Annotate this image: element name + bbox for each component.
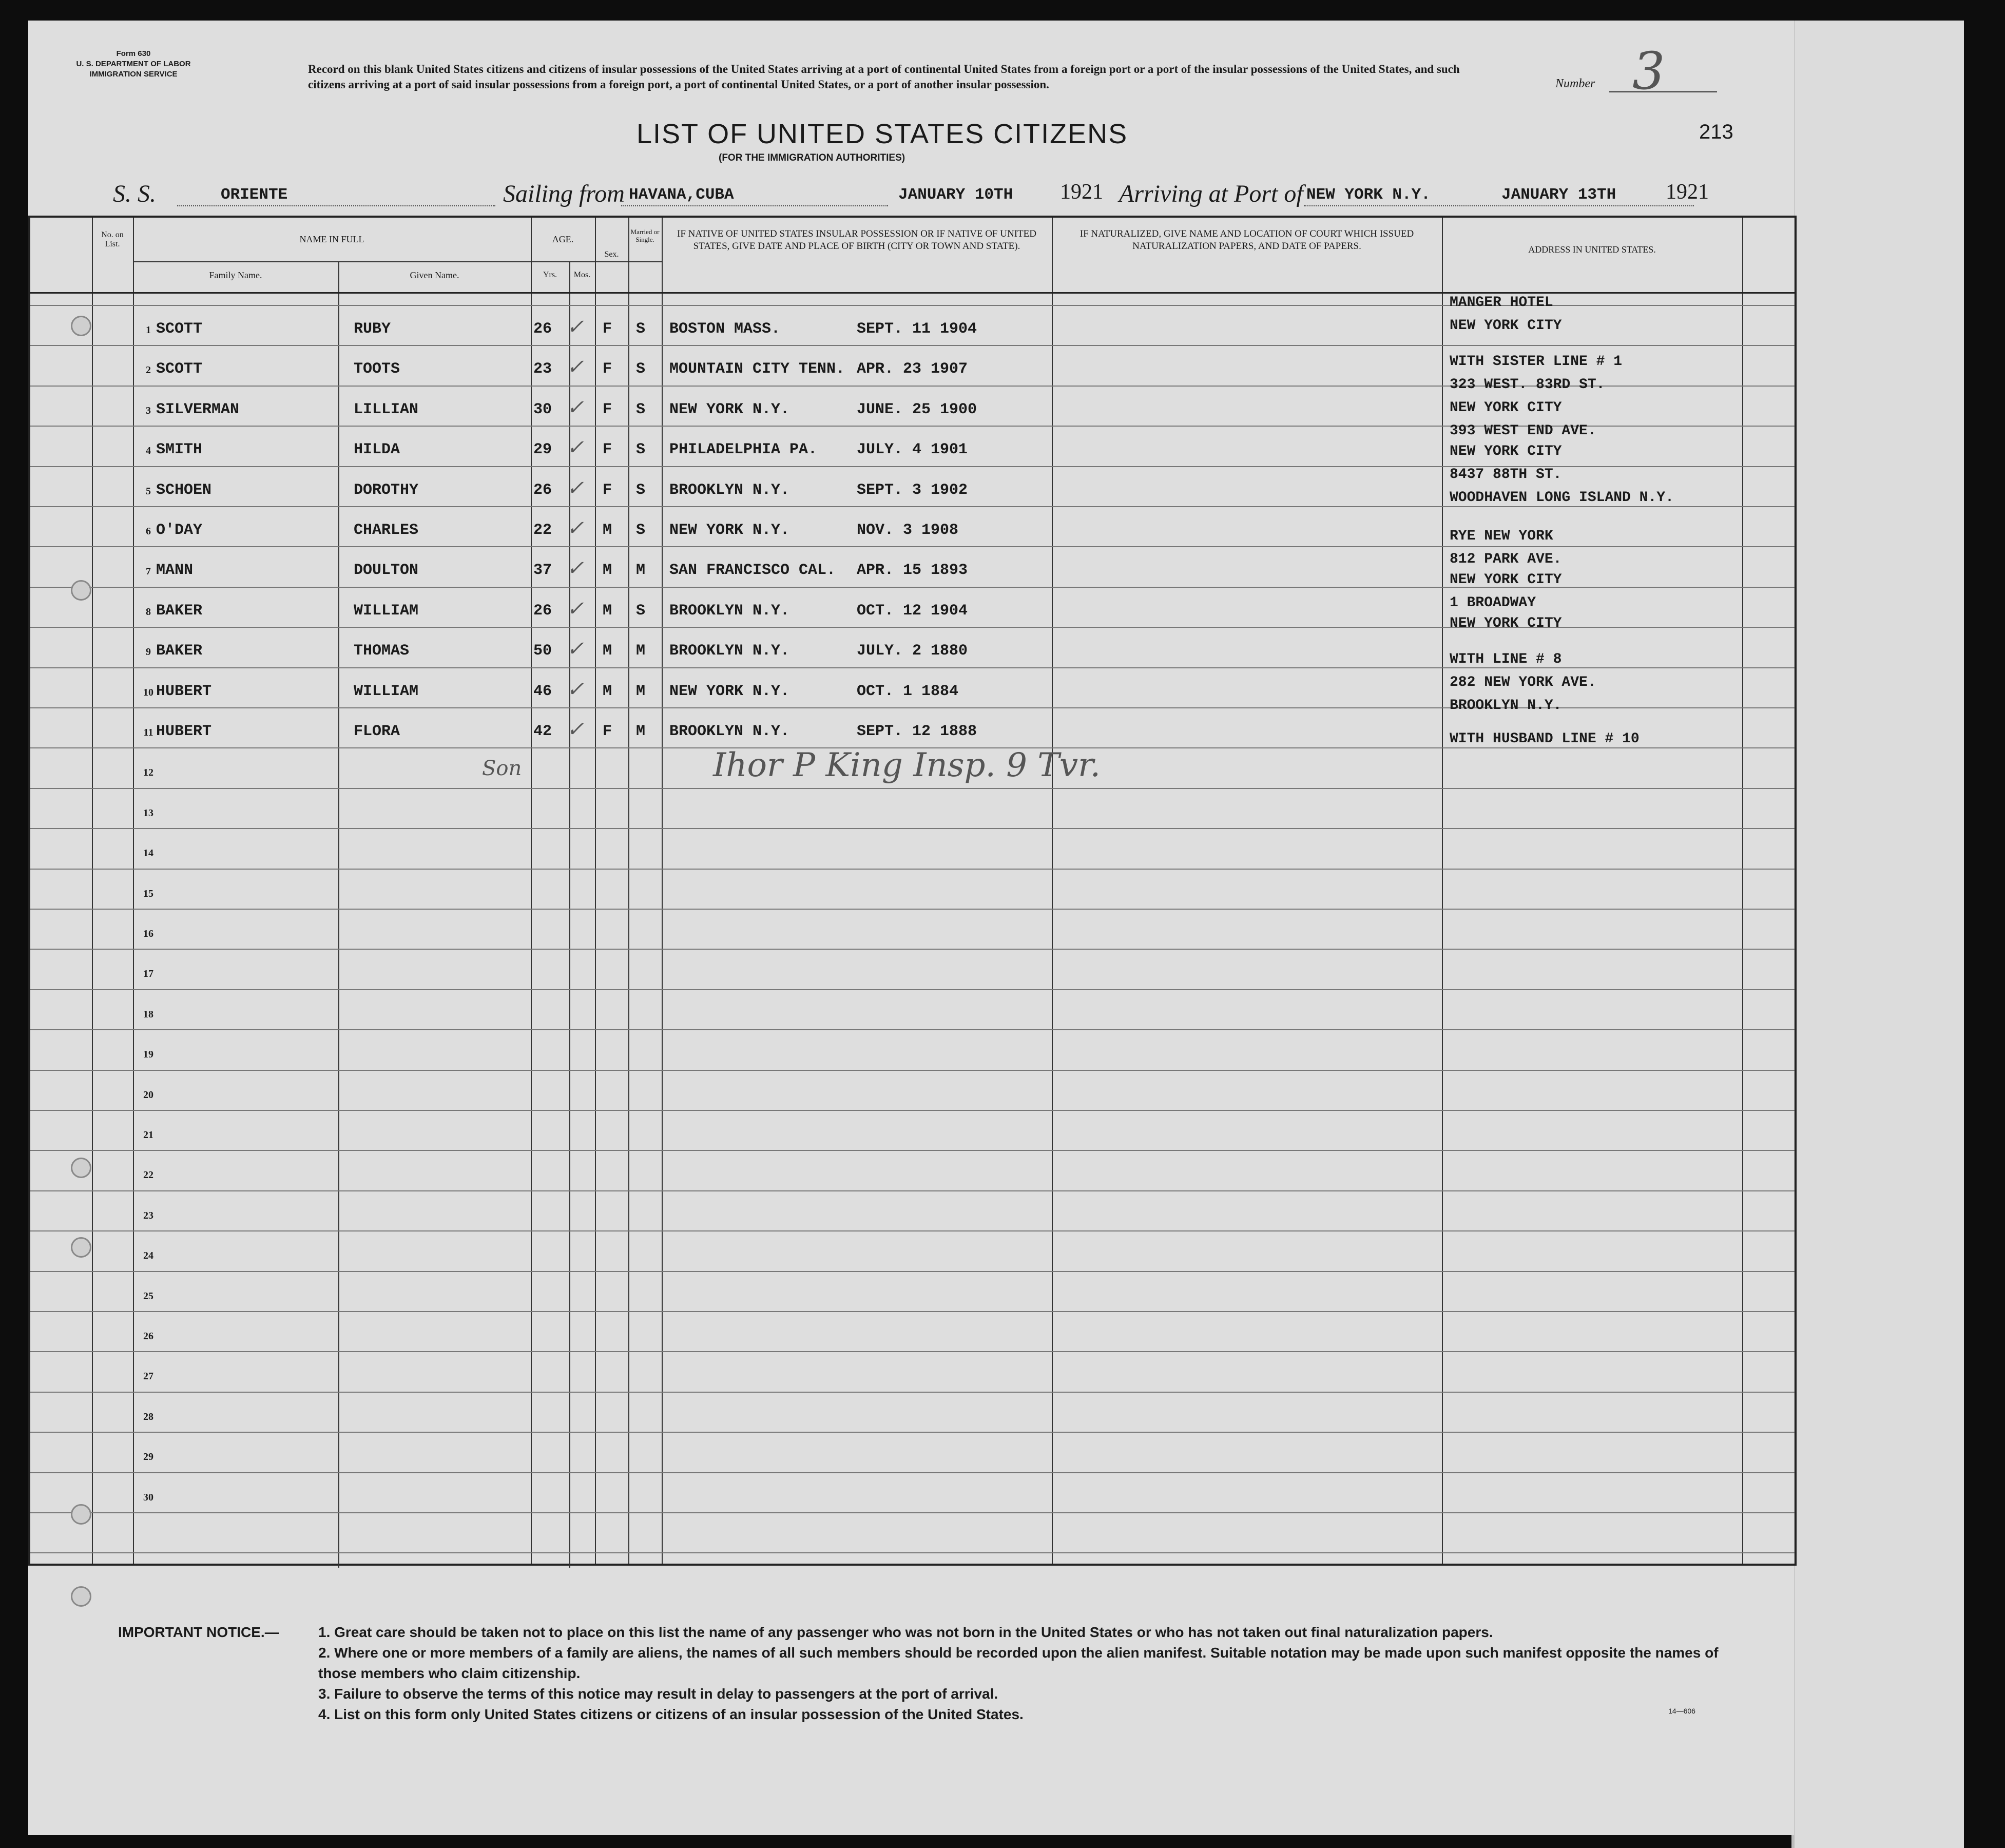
row-number: 18 <box>143 1008 153 1020</box>
address-line: 393 WEST END AVE. <box>1450 423 1596 439</box>
given-name: WILLIAM <box>354 602 419 620</box>
age-years: 50 <box>533 642 552 660</box>
page-number: 213 <box>1699 121 1733 143</box>
address-line: 8437 88TH ST. <box>1450 467 1562 483</box>
row-number: 14 <box>143 848 153 859</box>
col-divider <box>1052 218 1053 1564</box>
row-number: 8 <box>146 606 151 618</box>
marital-status: S <box>636 602 646 620</box>
ship-name: ORIENTE <box>221 186 288 204</box>
row-number: 5 <box>146 485 151 497</box>
sex: F <box>603 360 612 378</box>
manifest-table <box>28 216 1797 1566</box>
address-line: BROOKLYN N.Y. <box>1450 698 1562 714</box>
marital-status: S <box>636 481 646 499</box>
service-name: IMMIGRATION SERVICE <box>89 70 178 79</box>
col-divider <box>531 218 532 1564</box>
port-underline <box>1304 205 1694 206</box>
sailing-label: Sailing from <box>503 180 625 207</box>
sex: F <box>603 481 612 499</box>
address-line: 282 NEW YORK AVE. <box>1450 675 1596 690</box>
check-mark-icon: ✓ <box>567 677 584 701</box>
given-name: DOROTHY <box>354 481 419 499</box>
birth-place: BROOKLYN N.Y. <box>669 642 790 660</box>
row-number: 6 <box>146 526 151 537</box>
age-years: 26 <box>533 481 552 499</box>
sail-date: JANUARY 10TH <box>898 186 1013 204</box>
sex: M <box>603 642 612 660</box>
row-number: 26 <box>143 1331 153 1342</box>
punch-hole <box>71 1504 91 1525</box>
col-divider <box>595 218 596 1564</box>
header-address: ADDRESS IN UNITED STATES. <box>1528 244 1656 255</box>
notice-heading: IMPORTANT NOTICE.— <box>118 1624 279 1640</box>
address-line: WITH SISTER LINE # 1 <box>1450 354 1623 370</box>
birth-date: JULY. 4 1901 <box>857 441 968 459</box>
row-number: 3 <box>146 405 151 416</box>
header-family-name: Family Name. <box>209 270 262 280</box>
row-number: 22 <box>143 1169 153 1181</box>
sailing-from: HAVANA,CUBA <box>629 186 734 204</box>
birth-date: SEPT. 11 1904 <box>857 320 977 338</box>
header-no: No. on List. <box>101 230 124 248</box>
age-years: 29 <box>533 441 552 459</box>
row-rule <box>30 1512 1795 1513</box>
header-age: AGE. <box>552 234 574 244</box>
row-number: 17 <box>143 968 153 980</box>
row-number: 16 <box>143 928 153 939</box>
address-line: NEW YORK CITY <box>1450 572 1562 588</box>
birth-date: SEPT. 3 1902 <box>857 481 968 499</box>
from-underline <box>621 205 888 206</box>
address-line: MANGER HOTEL <box>1450 295 1553 311</box>
given-name: DOULTON <box>354 562 419 580</box>
check-mark-icon: ✓ <box>567 355 584 379</box>
record-instructions: Record on this blank United States citizens and citizens of insular possessions of the United States arriving at a port of continental United States from a foreign port or a port of the insular possessions of the United States, and such citizens arriving at a port of said insular possessions from a foreign port, a port of continental United States, or a port of another insular possession. <box>308 63 1460 91</box>
birth-date: NOV. 3 1908 <box>857 522 959 539</box>
header-bottom <box>30 292 1795 294</box>
address-line: RYE NEW YORK <box>1450 528 1553 544</box>
birth-place: NEW YORK N.Y. <box>669 522 790 539</box>
family-name: SCOTT <box>156 320 203 338</box>
birth-place: PHILADELPHIA PA. <box>669 441 818 459</box>
birth-place: BROOKLYN N.Y. <box>669 481 790 499</box>
arrival-port: NEW YORK N.Y. <box>1306 186 1431 204</box>
punch-hole <box>71 1237 91 1258</box>
row-rule <box>30 1271 1795 1272</box>
row-rule <box>30 828 1795 829</box>
ss-label: S. S. <box>113 180 156 207</box>
sex: M <box>603 522 612 539</box>
row-rule <box>30 1190 1795 1191</box>
check-mark-icon: ✓ <box>567 596 584 621</box>
address-line: 812 PARK AVE. <box>1450 551 1562 567</box>
row-rule <box>30 909 1795 910</box>
marital-status: S <box>636 360 646 378</box>
row-rule <box>30 1392 1795 1393</box>
birth-place: BROOKLYN N.Y. <box>669 602 790 620</box>
marital-status: S <box>636 441 646 459</box>
row-number: 2 <box>146 364 151 376</box>
sex: F <box>603 320 612 338</box>
birth-place: BROOKLYN N.Y. <box>669 723 790 740</box>
birth-date: OCT. 12 1904 <box>857 602 968 620</box>
marital-status: S <box>636 320 646 338</box>
header-divider <box>133 261 662 262</box>
row-rule <box>30 1311 1795 1312</box>
row-number: 24 <box>143 1250 153 1262</box>
birth-place: NEW YORK N.Y. <box>669 682 790 700</box>
ship-underline <box>177 205 495 206</box>
check-mark-icon: ✓ <box>567 476 584 500</box>
family-name: SMITH <box>156 441 203 459</box>
sail-year: 1921 <box>1060 180 1103 204</box>
sex: M <box>603 602 612 620</box>
check-mark-icon: ✓ <box>567 395 584 419</box>
form-number: Form 630 <box>116 49 151 58</box>
form-identifier <box>41 49 226 80</box>
print-code: 14—606 <box>1668 1707 1695 1715</box>
check-mark-icon: ✓ <box>567 516 584 540</box>
row-rule <box>30 869 1795 870</box>
col-divider <box>1742 218 1743 1564</box>
birth-place: NEW YORK N.Y. <box>669 400 790 418</box>
address-line: 1 BROADWAY <box>1450 595 1536 611</box>
family-name: O'DAY <box>156 522 203 539</box>
col-divider <box>338 261 339 1568</box>
punch-hole <box>71 1158 91 1178</box>
col-divider <box>1442 218 1443 1564</box>
arrive-year: 1921 <box>1666 180 1709 204</box>
header-sex: Sex. <box>604 250 619 259</box>
row-rule <box>30 506 1795 507</box>
row-rule <box>30 1110 1795 1111</box>
age-years: 26 <box>533 602 552 620</box>
col-divider <box>92 218 93 1564</box>
row-number: 4 <box>146 445 151 457</box>
birth-date: SEPT. 12 1888 <box>857 723 977 740</box>
row-number: 30 <box>143 1491 153 1503</box>
family-name: BAKER <box>156 602 203 620</box>
row-number: 12 <box>143 767 153 779</box>
row-number: 20 <box>143 1089 153 1101</box>
birth-place: MOUNTAIN CITY TENN. <box>669 360 845 378</box>
row-number: 28 <box>143 1411 153 1422</box>
row-rule <box>30 1552 1795 1553</box>
address-line: WITH LINE # 8 <box>1450 651 1562 667</box>
header-native: IF NATIVE OF UNITED STATES INSULAR POSSESSION OR IF NATIVE OF UNITED STATES, GIVE DATE AND PLACE OF BIRTH (CITY OR TOWN AND STATE). <box>677 228 1036 252</box>
row-rule <box>30 989 1795 990</box>
row-rule <box>30 546 1795 547</box>
row-rule <box>30 1070 1795 1071</box>
check-mark-icon: ✓ <box>567 556 584 581</box>
row-number: 10 <box>143 686 153 698</box>
row-number: 11 <box>143 727 153 738</box>
birth-date: APR. 15 1893 <box>857 562 968 580</box>
given-name: FLORA <box>354 723 400 740</box>
row-rule <box>30 1150 1795 1151</box>
col-divider <box>628 218 629 1564</box>
row-number: 29 <box>143 1451 153 1463</box>
punch-hole <box>71 580 91 601</box>
address-line: WOODHAVEN LONG ISLAND N.Y. <box>1450 490 1674 506</box>
col-divider <box>133 218 134 1564</box>
number-label: Number <box>1555 77 1595 90</box>
age-years: 23 <box>533 360 552 378</box>
page-subtitle: (FOR THE IMMIGRATION AUTHORITIES) <box>719 152 905 163</box>
header-naturalized: IF NATURALIZED, GIVE NAME AND LOCATION OF COURT WHICH ISSUED NATURALIZATION PAPERS, AND DATE OF PAPERS. <box>1079 228 1414 252</box>
department-name: U. S. DEPARTMENT OF LABOR <box>76 60 191 68</box>
notice-item-2: 2. Where one or more members of a family are aliens, the names of all such members should be recorded upon the alien manifest. Suitable notation may be made upon such manifest opposite the names of those members who claim citizenship. <box>318 1645 1719 1681</box>
sex: M <box>603 682 612 700</box>
row-rule <box>30 1230 1795 1231</box>
birth-date: OCT. 1 1884 <box>857 682 959 700</box>
row-rule <box>30 1472 1795 1473</box>
marital-status: M <box>636 723 646 740</box>
row-number: 21 <box>143 1129 153 1141</box>
row-rule <box>30 949 1795 950</box>
given-name: LILLIAN <box>354 400 419 418</box>
family-name: SCHOEN <box>156 481 212 499</box>
age-years: 46 <box>533 682 552 700</box>
given-name: HILDA <box>354 441 400 459</box>
given-name: WILLIAM <box>354 682 419 700</box>
check-mark-icon: ✓ <box>567 436 584 460</box>
family-name: HUBERT <box>156 682 212 700</box>
given-name: RUBY <box>354 320 391 338</box>
arriving-label: Arriving at Port of <box>1119 180 1303 207</box>
notice-item-1: 1. Great care should be taken not to place on this list the name of any passenger who was not born in the United States or who has not taken out final naturalization papers. <box>318 1624 1493 1640</box>
given-name: THOMAS <box>354 642 410 660</box>
family-name: MANN <box>156 562 194 580</box>
header-given-name: Given Name. <box>410 270 459 280</box>
punch-hole <box>71 1586 91 1607</box>
row-number: 13 <box>143 807 153 819</box>
notice-item-3: 3. Failure to observe the terms of this notice may result in delay to passengers at the port of arrival. <box>318 1686 998 1702</box>
check-mark-icon: ✓ <box>567 637 584 661</box>
birth-place: SAN FRANCISCO CAL. <box>669 562 836 580</box>
page-title: LIST OF UNITED STATES CITIZENS <box>637 119 1128 149</box>
family-name: HUBERT <box>156 723 212 740</box>
row-number: 15 <box>143 888 153 899</box>
number-value: 3 <box>1632 41 1665 101</box>
header-months: Mos. <box>573 271 591 279</box>
address-line: NEW YORK CITY <box>1450 444 1562 459</box>
birth-place: BOSTON MASS. <box>669 320 781 338</box>
age-years: 26 <box>533 320 552 338</box>
row-number: 27 <box>143 1371 153 1382</box>
address-line: NEW YORK CITY <box>1450 318 1562 334</box>
punch-hole <box>71 316 91 336</box>
family-name: BAKER <box>156 642 203 660</box>
row-number: 25 <box>143 1290 153 1302</box>
birth-date: APR. 23 1907 <box>857 360 968 378</box>
row-rule <box>30 1351 1795 1352</box>
age-years: 22 <box>533 522 552 539</box>
age-years: 30 <box>533 400 552 418</box>
address-line: 323 WEST. 83RD ST. <box>1450 377 1605 393</box>
marital-status: M <box>636 642 646 660</box>
marital-status: S <box>636 400 646 418</box>
given-name: CHARLES <box>354 522 419 539</box>
age-years: 42 <box>533 723 552 740</box>
address-line: NEW YORK CITY <box>1450 615 1562 631</box>
sex: M <box>603 562 612 580</box>
son-annotation: Son <box>482 757 522 780</box>
address-line: WITH HUSBAND LINE # 10 <box>1450 731 1640 747</box>
birth-date: JULY. 2 1880 <box>857 642 968 660</box>
notice-items <box>318 1622 1750 1725</box>
family-name: SCOTT <box>156 360 203 378</box>
marital-status: M <box>636 562 646 580</box>
row-number: 9 <box>146 646 151 658</box>
row-rule <box>30 1432 1795 1433</box>
row-rule <box>30 788 1795 789</box>
row-rule <box>30 1029 1795 1030</box>
header-name-in-full: NAME IN FULL <box>299 234 364 244</box>
age-years: 37 <box>533 562 552 580</box>
row-rule <box>30 345 1795 346</box>
check-mark-icon: ✓ <box>567 718 584 741</box>
birth-date: JUNE. 25 1900 <box>857 400 977 418</box>
notice-item-4: 4. List on this form only United States citizens or citizens of an insular possession of the United States. <box>318 1706 1024 1722</box>
row-number: 1 <box>146 324 151 336</box>
row-number: 23 <box>143 1209 153 1221</box>
given-name: TOOTS <box>354 360 400 378</box>
check-mark-icon: ✓ <box>567 315 584 339</box>
page-edge <box>1791 21 1964 1848</box>
sex: F <box>603 441 612 459</box>
row-number: 19 <box>143 1049 153 1061</box>
col-divider <box>662 218 663 1564</box>
inspector-signature: Ihor P King Insp. 9 Tvr. <box>713 746 1101 784</box>
marital-status: S <box>636 522 646 539</box>
header-years: Yrs. <box>543 271 557 279</box>
sex: F <box>603 723 612 740</box>
header-married: Married or Single. <box>630 228 660 243</box>
sex: F <box>603 400 612 418</box>
family-name: SILVERMAN <box>156 400 240 418</box>
arrive-date: JANUARY 13TH <box>1501 186 1616 204</box>
row-number: 7 <box>146 566 151 578</box>
address-line: NEW YORK CITY <box>1450 400 1562 416</box>
marital-status: M <box>636 682 646 700</box>
